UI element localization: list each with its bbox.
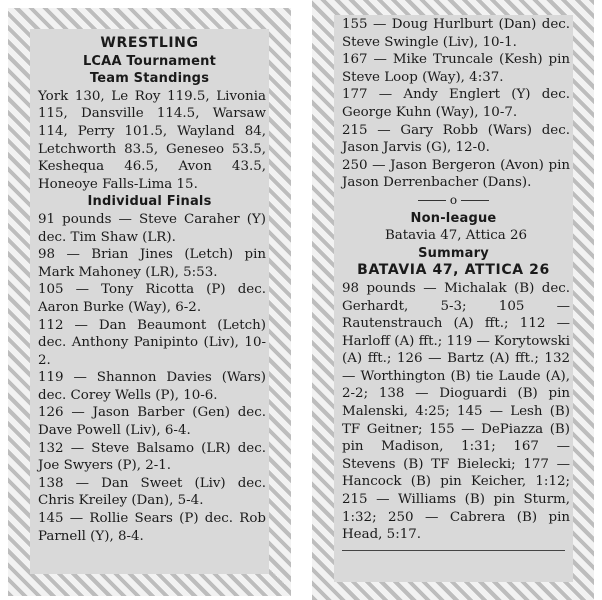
- result-105: 105 — Tony Ricotta (P) dec. Aaron Burke (Way), 6-2.: [38, 282, 266, 315]
- result-126: 126 — Jason Barber (Gen) dec. Dave Powell (Liv), 6-4.: [38, 405, 266, 439]
- standings-heading: Team Standings: [89, 71, 210, 87]
- result-215: 215 — Gary Robb (Wars) dec. Jason Jarvis (G), 12-0.: [342, 122, 570, 156]
- finals-heading: Individual Finals: [87, 194, 212, 210]
- summary-text: 98 pounds — Michalak (B) dec. Gerhardt, 5-3; 105 — Rautenstrauch (A) fft.; 112 — Harloff (A) fft.; 119 — Korytowski (A) fft.; 126 — Bartz (A) fft.; 132 — Worthington (B) tie Laude (A), 2-2; 138 — Dioguardi (B) pin Malenski, 4:25; 145 — Lesh (B) TF Geitner; 155 — DePiazza (B) pin Madison, 1:31; 167 — Stevens (B) TF Bielecki; 177 — Hancock (B) pin Keicher, 1:12; 215 — Williams (B) pin Sturm, 1:32; 250 — Cabrera (B) pin Head, 5:17.: [342, 280, 570, 543]
- result-119: 119 — Shannon Davies (Wars) dec. Corey Wells (P), 10-6.: [38, 370, 266, 403]
- section-title: WRESTLING: [100, 35, 199, 51]
- result-250: 250 — Jason Bergeron (Avon) pin Jason Derrenbacher (Dans).: [342, 157, 570, 191]
- right-column: [334, 15, 573, 582]
- result-145: 145 — Rollie Sears (P) dec. Rob Parnell (Y), 8-4.: [38, 511, 266, 544]
- result-177: 177 — Andy Englert (Y) dec. George Kuhn (Way), 10-7.: [342, 87, 570, 120]
- nonleague-result: Batavia 47, Attica 26: [384, 228, 528, 244]
- left-column: [30, 29, 269, 574]
- result-167: 167 — Mike Truncale (Kesh) pin Steve Loop (Way), 4:37.: [342, 52, 570, 85]
- result-91: 91 pounds — Steve Caraher (Y) dec. Tim Shaw (LR).: [38, 211, 266, 245]
- summary-title: BATAVIA 47, ATTICA 26: [357, 262, 550, 279]
- nonleague-heading: Non-league: [410, 210, 497, 226]
- result-98: 98 — Brian Jines (Letch) pin Mark Mahoney (LR), 5:53.: [38, 247, 266, 280]
- result-112: 112 — Dan Beaumont (Letch) dec. Anthony Panipinto (Liv), 10-2.: [38, 317, 266, 368]
- result-138: 138 — Dan Sweet (Liv) dec. Chris Kreiley (Dan), 5-4.: [38, 475, 266, 509]
- tournament-title: LCAA Tournament: [82, 53, 217, 69]
- separator: o: [334, 192, 573, 210]
- summary-heading: Summary: [418, 245, 489, 261]
- result-132: 132 — Steve Balsamo (LR) dec. Joe Swyers (P), 2-1.: [38, 440, 266, 474]
- team-standings-text: York 130, Le Roy 119.5, Livonia 115, Dansville 114.5, Warsaw 114, Perry 101.5, Wayland 84, Letchworth 83.5, Geneseo 53.5, Keshequa 46.5, Avon 43.5, Honeoye Falls-Lima 15.: [38, 88, 266, 192]
- result-155: 155 — Doug Hurlburt (Dan) dec. Steve Swingle (Liv), 10-1.: [342, 17, 570, 50]
- bottom-rule: [342, 550, 565, 551]
